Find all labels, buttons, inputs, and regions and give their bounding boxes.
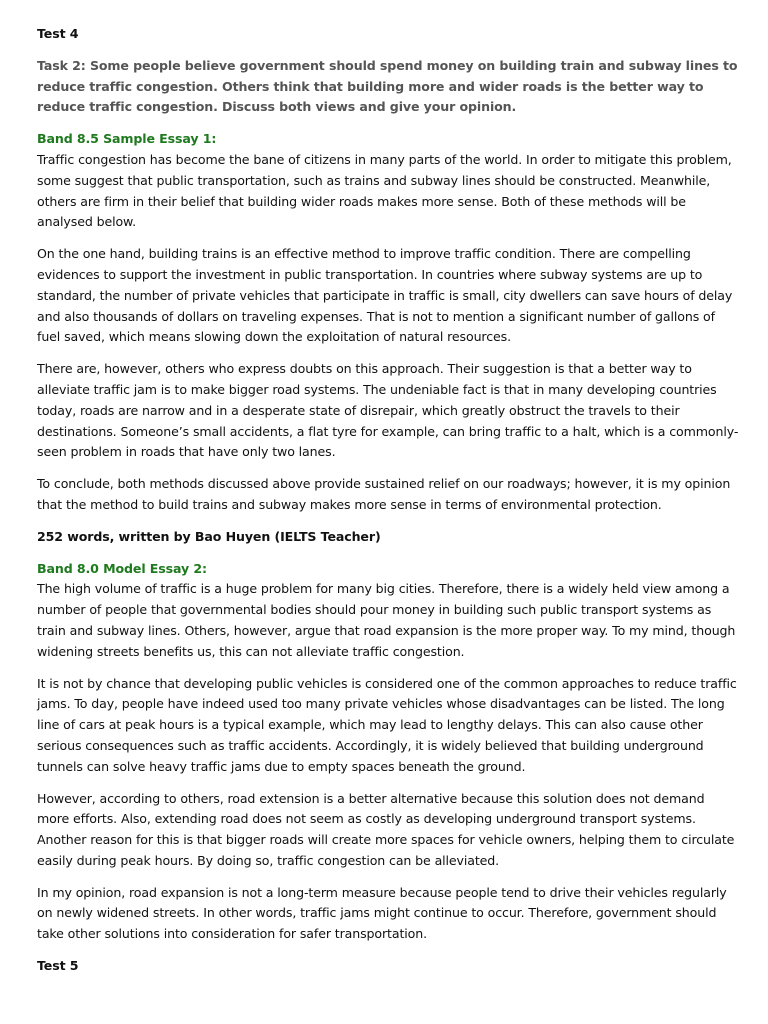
- essay-2-paragraph-1: The high volume of traffic is a huge problem for many big cities. Therefore, there is a widely held view among a number of people that governmental bodies should pour money in building such public transport systems as train and subway lines. Others, however, argue that road expansion is the more proper way. To my mind, though widening streets benefits us, this can not alleviate traffic congestion.: [37, 581, 736, 659]
- test-4-heading: Test 4: [37, 26, 79, 41]
- essay-1-credit: 252 words, written by Bao Huyen (IELTS Teacher): [37, 528, 381, 544]
- essay-2-paragraph-3: However, according to others, road extension is a better alternative because this solution does not demand more efforts. Also, extending road does not seem as costly as developing underground transport systems. Another reason for this is that bigger roads will create more spaces for vehicle owners, helping them to circulate easily during peak hours. By doing so, traffic congestion can be alleviated.: [37, 790, 735, 868]
- essay-1-paragraph-1: Traffic congestion has become the bane of citizens in many parts of the world. In order to mitigate this problem, some suggest that public transportation, such as trains and subway lines should be constructed. Meanwhile, others are firm in their belief that building wider roads makes more sense. Both of these methods will be analysed below.: [37, 151, 732, 230]
- essay-1-heading: Band 8.5 Sample Essay 1:: [37, 131, 217, 147]
- essay-2-paragraph-4: In my opinion, road expansion is not a long-term measure because people tend to drive their vehicles regularly on newly widened streets. In other words, traffic jams might continue to occur. Therefore, government should take other solutions into consideration for safer transportation.: [37, 884, 727, 942]
- task-prompt: [37, 56, 739, 118]
- document-page: [37, 24, 739, 988]
- task-label: Task 2:: [37, 57, 86, 73]
- essay-2-heading: Band 8.0 Model Essay 2:: [37, 560, 207, 576]
- test-5-heading: Test 5: [37, 958, 79, 974]
- essay-2-paragraph-2: It is not by chance that developing public vehicles is considered one of the common approaches to reduce traffic jams. To day, people have indeed used too many private vehicles whose disadvantages can be listed. The long line of cars at peak hours is a typical example, which may lead to lengthy delays. This can also cause other serious consequences such as traffic accidents. Accordingly, it is widely believed that building underground tunnels can solve heavy traffic jams due to empty spaces beneath the ground.: [37, 675, 737, 774]
- essay-1-paragraph-3: There are, however, others who express doubts on this approach. Their suggestion is that a better way to alleviate traffic jam is to make bigger road systems. The undeniable fact is that in many developing countries today, roads are narrow and in a desperate state of disrepair, which greatly obstruct the travels to their destinations. Someone’s small accidents, a flat tyre for example, can bring traffic to a halt, which is a commonly-seen problem in roads that have only two lanes.: [37, 361, 739, 460]
- essay-1-paragraph-4: To conclude, both methods discussed above provide sustained relief on our roadways; however, it is my opinion that the method to build trains and subway makes more sense in terms of environmental protection.: [37, 476, 731, 512]
- task-text: Some people believe government should spend money on building train and subway lines to reduce traffic congestion. Others think that building more and wider roads is the better way to reduce traffic congestion. Discuss both views and give your opinion.: [37, 57, 738, 115]
- essay-1-paragraph-2: On the one hand, building trains is an effective method to improve traffic condition. There are compelling evidences to support the investment in public transportation. In countries where subway systems are up to standard, the number of private vehicles that participate in traffic is small, city dwellers can save hours of delay and also thousands of dollars on traveling expenses. That is not to mention a significant number of gallons of fuel saved, which means slowing down the exploitation of natural resources.: [37, 246, 733, 345]
